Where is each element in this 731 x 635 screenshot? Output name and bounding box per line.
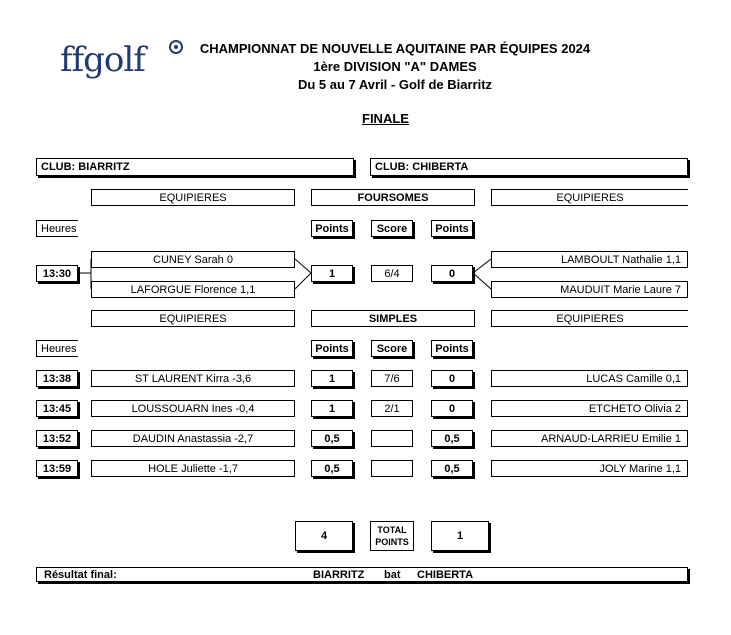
equipieres-right-header-simples: EQUIPIERES <box>491 310 688 327</box>
points-right-header-simples: Points <box>431 340 473 357</box>
ffgolf-logo: ffgolf <box>60 40 145 80</box>
foursome-score: 6/4 <box>371 265 413 282</box>
total-label: TOTAL POINTS <box>370 521 414 551</box>
heures-label-simples: Heures <box>36 340 78 357</box>
result-winner: BIARRITZ <box>313 568 365 581</box>
foursome-right-points: 0 <box>431 265 473 282</box>
result-bar <box>36 567 688 582</box>
simple-left-player: LOUSSOUARN Ines -0,4 <box>91 400 295 417</box>
club-left: CLUB: BIARRITZ <box>36 158 354 176</box>
foursome-left-points: 1 <box>311 265 353 282</box>
simple-right-player: ARNAUD-LARRIEU Emilie 1 <box>491 430 688 447</box>
simple-right-player: LUCAS Camille 0,1 <box>491 370 688 387</box>
simple-time: 13:38 <box>36 370 78 387</box>
club-right: CLUB: CHIBERTA <box>370 158 688 176</box>
division-title: 1ère DIVISION "A" DAMES <box>313 59 477 74</box>
equipieres-left-header-simples: EQUIPIERES <box>91 310 295 327</box>
simple-left-points: 0,5 <box>311 460 353 477</box>
simple-score <box>371 430 413 447</box>
simple-left-points: 1 <box>311 370 353 387</box>
equipieres-right-header: EQUIPIERES <box>491 189 688 206</box>
simple-right-player: JOLY Marine 1,1 <box>491 460 688 477</box>
simple-right-points: 0 <box>431 370 473 387</box>
stage-title: FINALE <box>362 111 409 126</box>
foursome-left-player-1: CUNEY Sarah 0 <box>91 251 295 268</box>
simple-right-points: 0,5 <box>431 460 473 477</box>
score-header: Score <box>371 220 413 237</box>
points-right-header: Points <box>431 220 473 237</box>
date-venue: Du 5 au 7 Avril - Golf de Biarritz <box>297 77 493 92</box>
points-left-header-simples: Points <box>311 340 353 357</box>
simples-header: SIMPLES <box>311 310 475 327</box>
result-bat: bat <box>384 568 401 581</box>
simple-left-points: 1 <box>311 400 353 417</box>
simple-time: 13:45 <box>36 400 78 417</box>
foursomes-header: FOURSOMES <box>311 189 475 206</box>
heures-label: Heures <box>36 220 78 237</box>
championship-title: CHAMPIONNAT DE NOUVELLE AQUITAINE PAR ÉQUIPES 2024 <box>199 41 591 56</box>
foursome-time: 13:30 <box>36 265 78 282</box>
simple-right-points: 0,5 <box>431 430 473 447</box>
simple-left-player: HOLE Juliette -1,7 <box>91 460 295 477</box>
simple-score <box>371 460 413 477</box>
result-label: Résultat final: <box>44 568 117 581</box>
simple-left-player: ST LAURENT Kirra -3,6 <box>91 370 295 387</box>
simple-time: 13:52 <box>36 430 78 447</box>
simple-score: 2/1 <box>371 400 413 417</box>
foursome-right-player-2: MAUDUIT Marie Laure 7 <box>491 281 688 298</box>
simple-left-points: 0,5 <box>311 430 353 447</box>
simple-right-player: ETCHETO Olivia 2 <box>491 400 688 417</box>
result-loser: CHIBERTA <box>417 568 474 581</box>
total-right: 1 <box>431 521 489 551</box>
equipieres-left-header: EQUIPIERES <box>91 189 295 206</box>
points-left-header: Points <box>311 220 353 237</box>
simple-right-points: 0 <box>431 400 473 417</box>
simple-left-player: DAUDIN Anastassia -2,7 <box>91 430 295 447</box>
foursome-left-player-2: LAFORGUE Florence 1,1 <box>91 281 295 298</box>
simple-time: 13:59 <box>36 460 78 477</box>
foursome-right-player-1: LAMBOULT Nathalie 1,1 <box>491 251 688 268</box>
total-left: 4 <box>295 521 353 551</box>
score-header-simples: Score <box>371 340 413 357</box>
simple-score: 7/6 <box>371 370 413 387</box>
